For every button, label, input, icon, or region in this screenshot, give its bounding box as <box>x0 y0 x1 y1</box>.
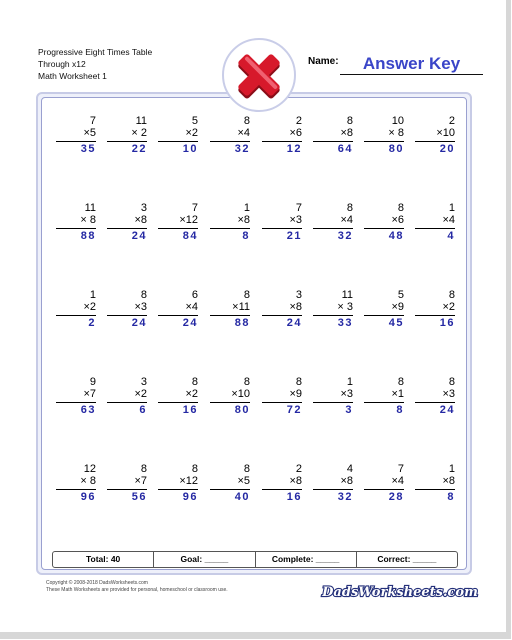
answer: 24 <box>286 317 302 329</box>
problem <box>107 290 147 329</box>
answer: 48 <box>388 230 404 242</box>
multiplicand: 8 <box>397 376 404 388</box>
problem <box>210 377 250 416</box>
multiplicand: 10 <box>391 115 404 127</box>
problem <box>313 203 353 242</box>
answer: 24 <box>131 317 147 329</box>
answer: 8 <box>242 230 250 242</box>
copyright <box>46 580 228 593</box>
answer: 72 <box>286 404 302 416</box>
multiplicand: 2 <box>295 115 302 127</box>
answer: 4 <box>447 230 455 242</box>
answer: 35 <box>80 143 96 155</box>
multiplicand: 1 <box>243 202 250 214</box>
multiplier: ×3 <box>313 389 353 403</box>
multiplicand: 8 <box>295 376 302 388</box>
answer: 32 <box>337 491 353 503</box>
score-bar <box>52 551 458 568</box>
answer: 88 <box>234 317 250 329</box>
problem <box>210 464 250 503</box>
multiplier: ×8 <box>313 128 353 142</box>
problem <box>107 203 147 242</box>
multiplicand: 4 <box>346 463 353 475</box>
answer: 63 <box>80 404 96 416</box>
answer: 28 <box>388 491 404 503</box>
answer: 21 <box>286 230 302 242</box>
problem-row <box>50 464 460 524</box>
answer: 33 <box>337 317 353 329</box>
problem <box>107 377 147 416</box>
problem <box>364 377 404 416</box>
multiplicand: 5 <box>191 115 198 127</box>
problem <box>364 290 404 329</box>
multiplicand: 3 <box>140 376 147 388</box>
multiplicand: 1 <box>448 202 455 214</box>
multiplier: × 8 <box>56 476 96 490</box>
multiplier: ×6 <box>364 215 404 229</box>
total-count: Total: 40 <box>53 552 154 567</box>
multiplier: × 8 <box>364 128 404 142</box>
problem <box>56 377 96 416</box>
problem-row <box>50 377 460 437</box>
answer: 88 <box>80 230 96 242</box>
complete-field[interactable]: Complete: _____ <box>256 552 357 567</box>
multiplicand: 8 <box>140 289 147 301</box>
answer: 56 <box>131 491 147 503</box>
multiplier: ×2 <box>415 302 455 316</box>
multiplicand: 3 <box>140 202 147 214</box>
problem-row <box>50 290 460 350</box>
problem <box>107 116 147 155</box>
multiplicand: 8 <box>243 376 250 388</box>
multiplier: ×8 <box>210 215 250 229</box>
name-label: Name: <box>308 56 339 67</box>
problem <box>415 464 455 503</box>
problem <box>210 203 250 242</box>
problem <box>210 116 250 155</box>
multiplicand: 11 <box>135 115 147 127</box>
multiplicand: 1 <box>448 463 455 475</box>
multiplicand: 7 <box>397 463 404 475</box>
worksheet-title <box>38 46 152 82</box>
multiplicand: 11 <box>84 202 96 214</box>
multiplier: ×4 <box>364 476 404 490</box>
problem <box>313 116 353 155</box>
multiplier: ×8 <box>262 476 302 490</box>
problem <box>158 116 198 155</box>
problem <box>364 116 404 155</box>
multiplicand: 1 <box>89 289 96 301</box>
multiplier: ×4 <box>415 215 455 229</box>
answer: 16 <box>439 317 455 329</box>
multiplier: ×8 <box>107 215 147 229</box>
answer: 2 <box>88 317 96 329</box>
multiplicand: 7 <box>89 115 96 127</box>
multiplicand: 1 <box>346 376 353 388</box>
multiplier: ×12 <box>158 215 198 229</box>
multiplier: ×4 <box>158 302 198 316</box>
multiplicand: 8 <box>243 289 250 301</box>
multiplicand: 8 <box>243 463 250 475</box>
answer: 8 <box>447 491 455 503</box>
answer: 8 <box>396 404 404 416</box>
multiplier: ×2 <box>158 389 198 403</box>
red-x-icon <box>224 40 294 110</box>
multiplier: ×7 <box>107 476 147 490</box>
problem <box>158 377 198 416</box>
problem <box>262 464 302 503</box>
problem <box>262 116 302 155</box>
problem <box>313 290 353 329</box>
multiplier: ×2 <box>107 389 147 403</box>
svg-text:DadsWorksheets.com: DadsWorksheets.com <box>322 585 478 600</box>
problem <box>262 377 302 416</box>
problem <box>415 116 455 155</box>
multiplier: ×3 <box>262 215 302 229</box>
multiplicand: 8 <box>243 115 250 127</box>
answer: 24 <box>182 317 198 329</box>
multiplicand: 8 <box>448 376 455 388</box>
answer: 45 <box>388 317 404 329</box>
multiplicand: 8 <box>191 463 198 475</box>
multiplicand: 8 <box>140 463 147 475</box>
title-line-1: Progressive Eight Times Table <box>38 47 153 57</box>
problem-row <box>50 116 460 176</box>
problem <box>415 290 455 329</box>
problem-row <box>50 203 460 263</box>
multiplier: ×12 <box>158 476 198 490</box>
answer: 96 <box>80 491 96 503</box>
multiplier: ×1 <box>364 389 404 403</box>
answer-key-badge <box>222 38 296 112</box>
answer: 3 <box>345 404 353 416</box>
problem <box>364 464 404 503</box>
multiplier: ×9 <box>262 389 302 403</box>
answer: 20 <box>439 143 455 155</box>
multiplier: ×3 <box>107 302 147 316</box>
problem <box>56 116 96 155</box>
copyright-line-1: Copyright © 2008-2018 DadsWorksheets.com <box>46 580 148 586</box>
problem <box>262 203 302 242</box>
multiplicand: 6 <box>191 289 198 301</box>
answer: 80 <box>388 143 404 155</box>
multiplier: ×8 <box>415 476 455 490</box>
problem <box>415 377 455 416</box>
answer: 10 <box>182 143 198 155</box>
multiplicand: 2 <box>448 115 455 127</box>
correct-field[interactable]: Correct: _____ <box>377 554 437 564</box>
multiplier: ×2 <box>56 302 96 316</box>
problem <box>158 290 198 329</box>
answer: 16 <box>286 491 302 503</box>
answer: 80 <box>234 404 250 416</box>
answer: 16 <box>182 404 198 416</box>
multiplicand: 8 <box>397 202 404 214</box>
copyright-line-2: These Math Worksheets are provided for personal, homeschool or classroom use. <box>46 586 228 593</box>
title-line-2: Through x12 <box>38 59 86 69</box>
problem <box>364 203 404 242</box>
multiplicand: 2 <box>295 463 302 475</box>
problem <box>262 290 302 329</box>
answer: 32 <box>337 230 353 242</box>
dadsworksheets-logo <box>322 580 478 602</box>
multiplier: ×5 <box>56 128 96 142</box>
answer: 32 <box>234 143 250 155</box>
title-line-3: Math Worksheet 1 <box>38 71 107 81</box>
problem <box>56 290 96 329</box>
problem <box>158 203 198 242</box>
multiplier: ×7 <box>56 389 96 403</box>
problem <box>313 464 353 503</box>
multiplier: ×10 <box>210 389 250 403</box>
answer-key-text: Answer Key <box>362 54 461 73</box>
multiplier: ×5 <box>210 476 250 490</box>
answer: 12 <box>286 143 302 155</box>
multiplicand: 5 <box>397 289 404 301</box>
problem <box>107 464 147 503</box>
multiplicand: 3 <box>295 289 302 301</box>
multiplier: × 2 <box>107 128 147 142</box>
problem <box>210 290 250 329</box>
problem <box>56 203 96 242</box>
multiplier: ×10 <box>415 128 455 142</box>
problem <box>415 203 455 242</box>
goal-field[interactable]: Goal: _____ <box>154 552 255 567</box>
multiplier: ×4 <box>210 128 250 142</box>
multiplicand: 12 <box>83 463 96 475</box>
multiplier: ×2 <box>158 128 198 142</box>
multiplier: × 3 <box>313 302 353 316</box>
answer: 24 <box>439 404 455 416</box>
multiplicand: 7 <box>191 202 198 214</box>
multiplicand: 8 <box>346 202 353 214</box>
multiplier: ×3 <box>415 389 455 403</box>
problem <box>56 464 96 503</box>
problem <box>313 377 353 416</box>
multiplicand: 8 <box>346 115 353 127</box>
answer: 22 <box>131 143 147 155</box>
multiplicand: 8 <box>191 376 198 388</box>
answer: 64 <box>337 143 353 155</box>
multiplier: ×9 <box>364 302 404 316</box>
answer: 40 <box>234 491 250 503</box>
multiplier: ×8 <box>262 302 302 316</box>
multiplicand: 8 <box>448 289 455 301</box>
problem <box>158 464 198 503</box>
answer: 96 <box>182 491 198 503</box>
multiplicand: 7 <box>295 202 302 214</box>
name-field[interactable] <box>340 74 483 75</box>
answer: 24 <box>131 230 147 242</box>
multiplier: ×8 <box>313 476 353 490</box>
multiplier: ×6 <box>262 128 302 142</box>
answer: 6 <box>139 404 147 416</box>
multiplicand: 9 <box>89 376 96 388</box>
multiplier: ×11 <box>210 302 250 316</box>
multiplicand: 11 <box>341 289 353 301</box>
multiplier: × 8 <box>56 215 96 229</box>
multiplier: ×4 <box>313 215 353 229</box>
answer: 84 <box>182 230 198 242</box>
